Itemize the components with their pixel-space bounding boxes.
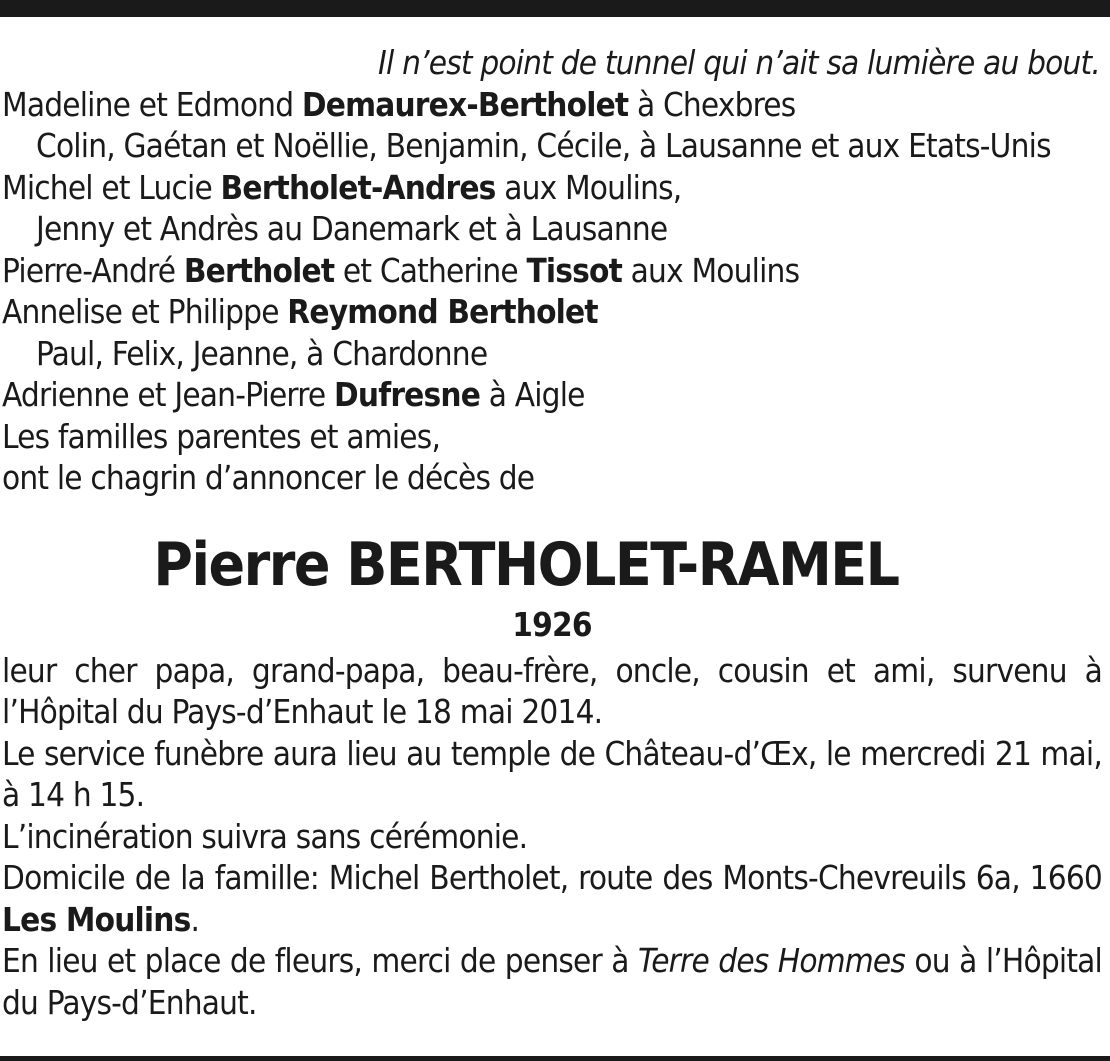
family-line-7: Paul, Felix, Jeanne, à Chardonne	[36, 333, 488, 373]
family-line-6	[2, 291, 1102, 333]
family-text: à Chexbres	[628, 84, 796, 124]
family-line-5	[2, 250, 1102, 292]
family-text: aux Moulins	[622, 250, 800, 290]
family-text: Annelise et Philippe	[2, 292, 288, 331]
bottom-border-rule	[0, 1056, 1110, 1061]
family-line-9: Les familles parentes et amies,	[2, 416, 441, 456]
donation-text: ou à l’Hôpital du Pays-d’Enhaut.	[2, 941, 1102, 1022]
family-surname: Dufresne	[334, 375, 481, 414]
family-text: Michel et Lucie	[2, 167, 221, 207]
details-paragraph-1: leur cher papa, grand-papa, beau-frère, oncle, cousin et ami, survenu à l’Hôpital du Pays-d’Enhaut le 18 mai 2014.	[2, 650, 1102, 731]
address-text: .	[190, 899, 200, 939]
family-surname: Tissot	[526, 250, 623, 290]
details-paragraph-3: L’incinération suivra sans cérémonie.	[2, 816, 528, 856]
family-line-2: Colin, Gaétan et Noëllie, Benjamin, Cécile, à Lausanne et aux Etats-Unis	[36, 126, 1051, 165]
family-text: Madeline et Edmond	[2, 84, 302, 124]
family-surname: Bertholet	[183, 250, 335, 290]
family-text: aux Moulins,	[495, 167, 682, 207]
family-line-1	[2, 84, 1102, 126]
address-locality: Les Moulins	[2, 899, 191, 939]
deceased-name: Pierre BERTHOLET-RAMEL	[153, 529, 899, 600]
family-surname: Bertholet-Andres	[220, 167, 496, 207]
family-surname: Demaurex-Bertholet	[301, 84, 629, 124]
details-paragraph-2: Le service funèbre aura lieu au temple de Château-d’Œx, le mercredi 21 mai, à 14 h 15.	[2, 733, 1102, 814]
family-text: Pierre-André	[2, 250, 184, 290]
family-line-10: ont le chagrin d’annoncer le décès de	[2, 458, 535, 497]
family-line-3	[2, 167, 1102, 209]
family-text: Adrienne et Jean-Pierre	[2, 375, 335, 414]
details-paragraph-4	[2, 857, 1102, 940]
donation-text: En lieu et place de fleurs, merci de penser à	[2, 941, 638, 980]
family-line-8	[2, 374, 1102, 416]
top-border-rule	[0, 0, 1110, 17]
family-text: et Catherine	[334, 250, 527, 290]
family-surname: Reymond Bertholet	[287, 292, 598, 331]
birth-year: 1926	[512, 604, 592, 644]
epigraph-quote: Il n’est point de tunnel qui n’ait sa lumière au bout.	[378, 43, 1100, 82]
family-line-4: Jenny et Andrès au Danemark et à Lausanne	[36, 209, 668, 248]
charity-name: Terre des Hommes	[637, 941, 906, 980]
obituary-notice	[2, 42, 1102, 1023]
family-text: à Aigle	[480, 375, 585, 414]
address-text: Domicile de la famille: Michel Bertholet, route des Monts-Chevreuils 6a, 1660	[2, 858, 1102, 897]
details-paragraph-5	[2, 940, 1102, 1023]
